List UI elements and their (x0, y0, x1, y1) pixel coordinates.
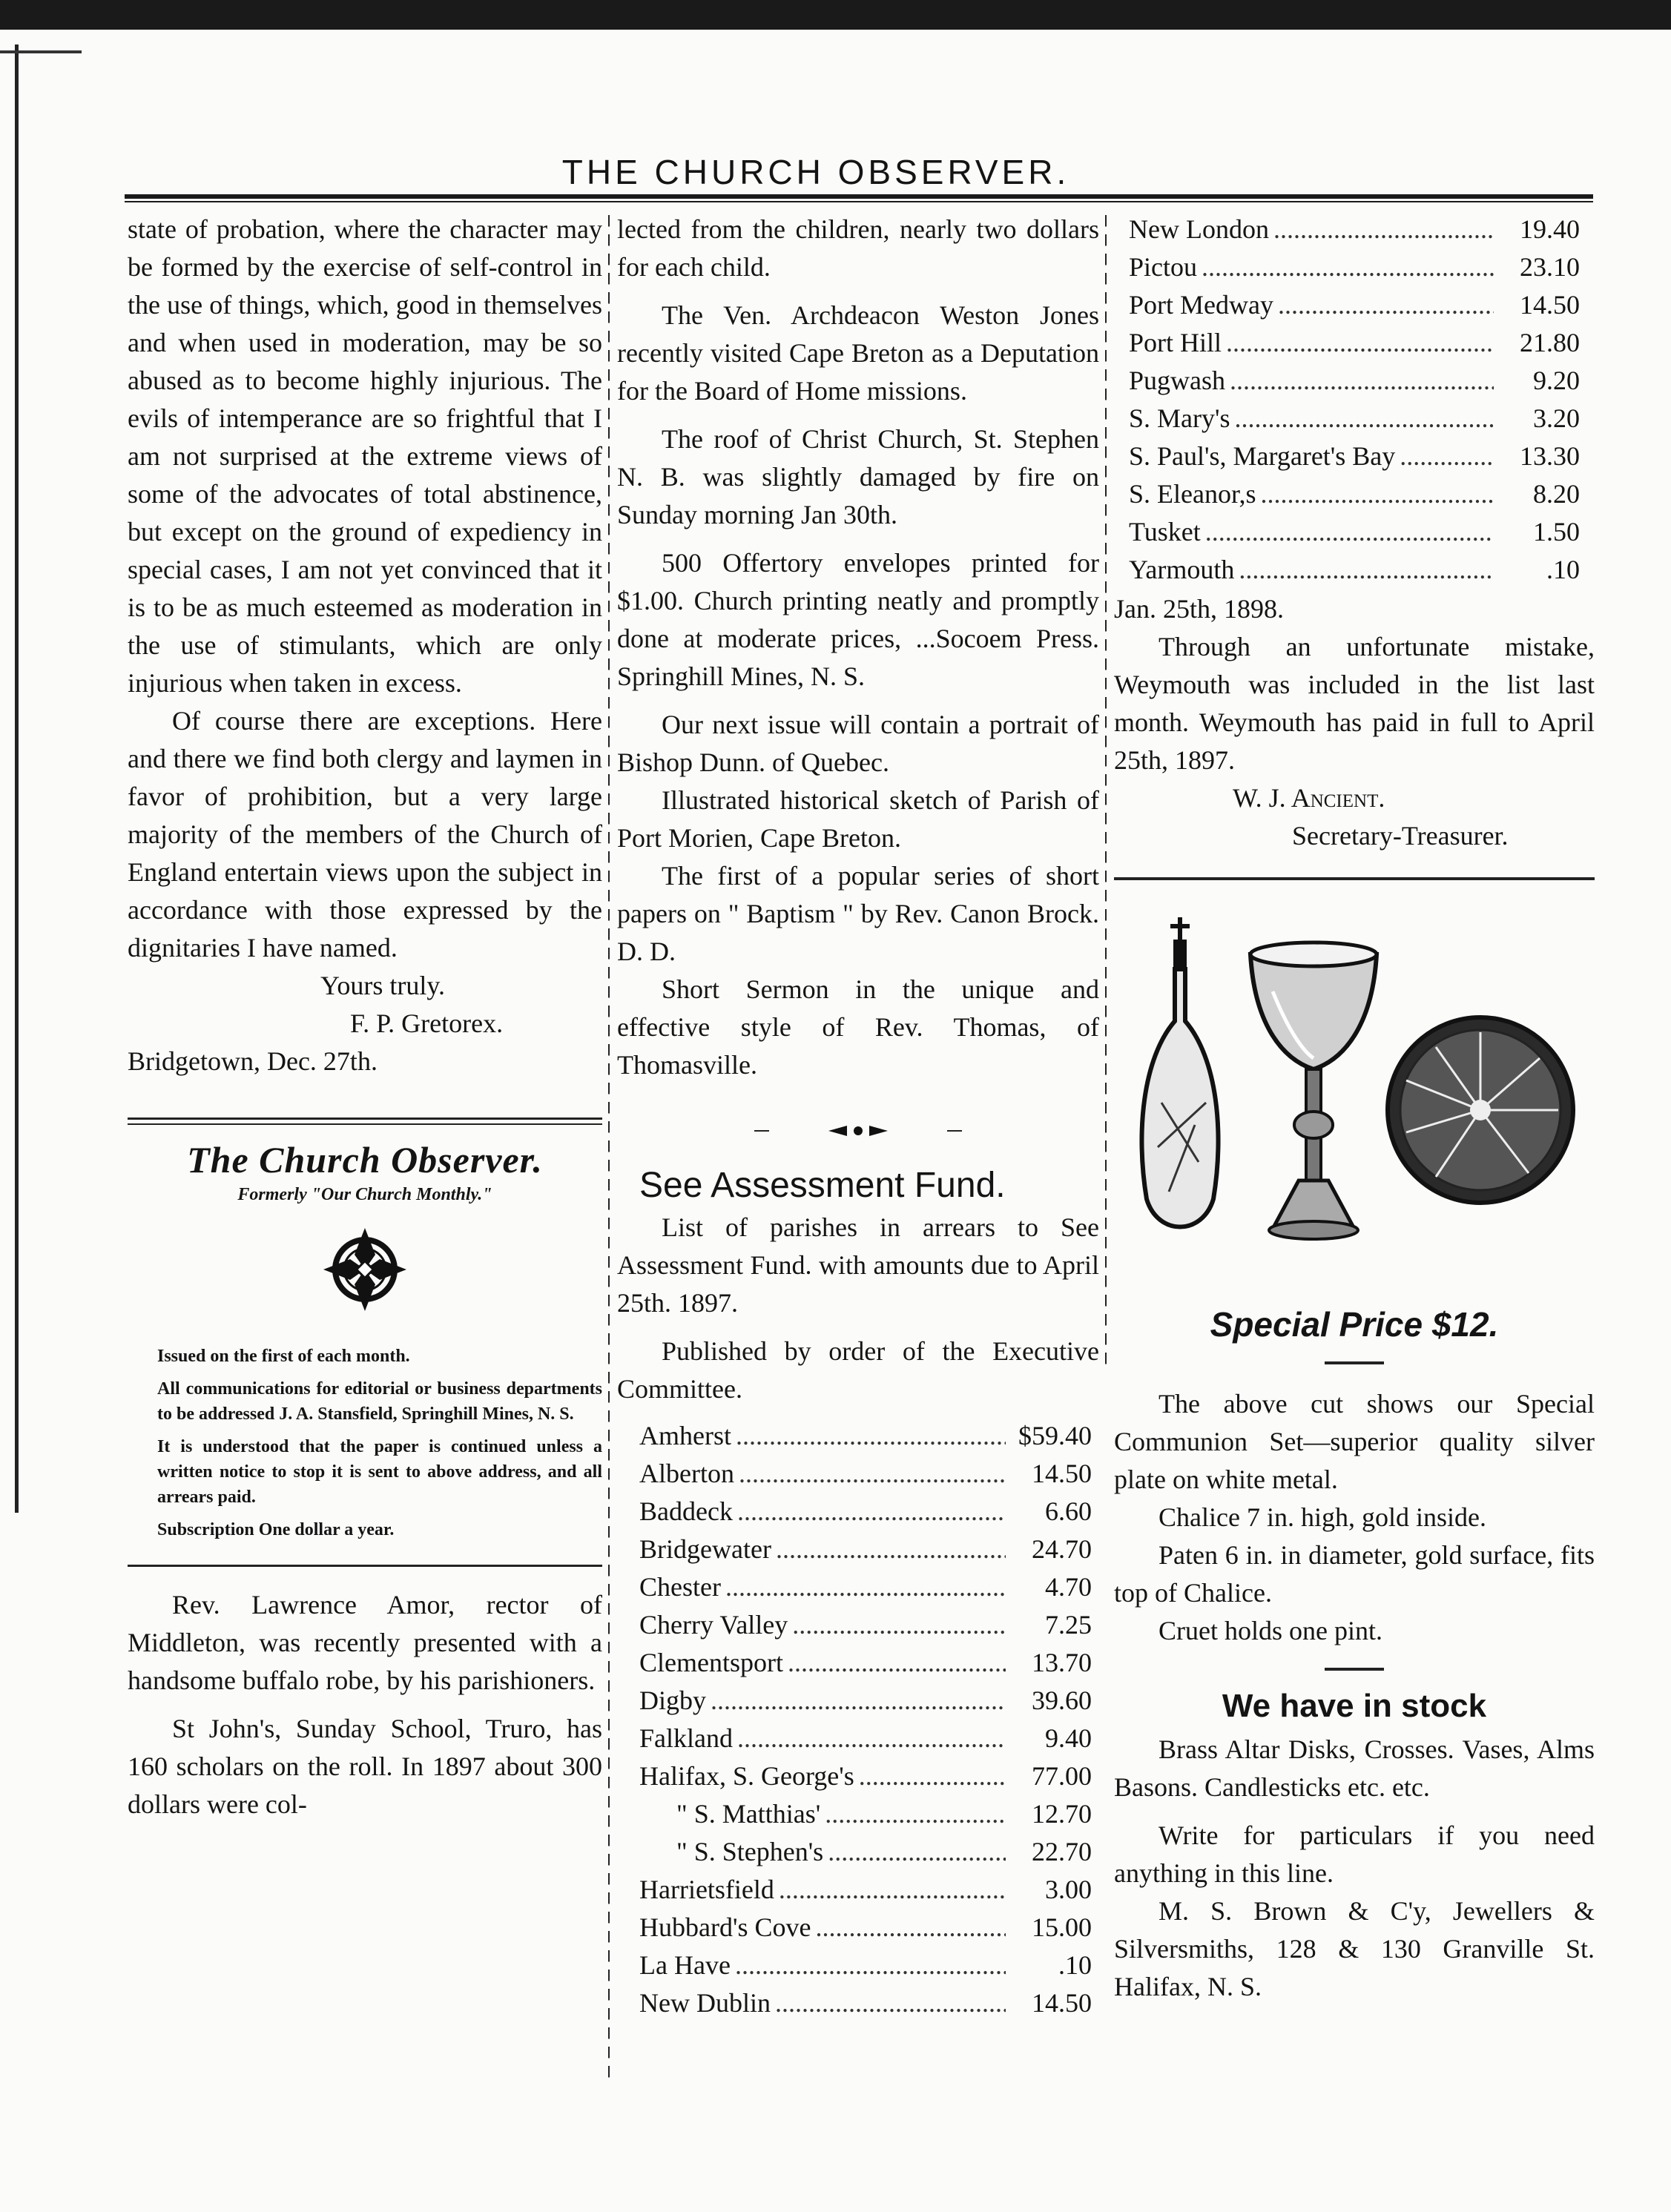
parish-name: Pugwash (1129, 366, 1226, 395)
parish-row (1129, 438, 1580, 475)
parish-row (639, 1833, 1092, 1871)
masthead-title: THE CHURCH OBSERVER. (561, 153, 1070, 191)
parish-row (639, 1947, 1092, 1984)
parish-row (639, 1644, 1092, 1682)
sermon-paragraph: Short Sermon in the unique and effective style of Rev. Thomas, of Thomasville. (617, 974, 1099, 1080)
parish-name: Digby (639, 1686, 706, 1715)
weston-paragraph: The Ven. Archdeacon Weston Jones recently visited Cape Breton as a Deputation for the Board of Home missions. (617, 300, 1099, 406)
parish-amount: 39.60 (1032, 1686, 1092, 1715)
parish-name: Baddeck (639, 1496, 733, 1526)
parish-amount: 7.25 (1045, 1610, 1092, 1640)
parish-name: Pictou (1129, 252, 1198, 282)
parish-row (1129, 551, 1580, 589)
parish-amount: 8.20 (1533, 479, 1580, 509)
leader-dots (788, 1644, 1006, 1682)
parish-row (1129, 400, 1580, 438)
leader-dots (735, 1947, 1006, 1984)
leader-dots (737, 1720, 1006, 1757)
parish-name: Clementsport (639, 1648, 783, 1677)
leader-dots (1230, 362, 1494, 400)
leader-dots (859, 1757, 1006, 1795)
box-title: The Church Observer. (187, 1139, 543, 1181)
parish-name: Amherst (639, 1421, 731, 1450)
paten-icon (1388, 1017, 1573, 1203)
parish-name: S. Eleanor,s (1129, 479, 1256, 509)
parish-name: S. Paul's, Margaret's Bay (1129, 441, 1396, 471)
roof-paragraph: The roof of Christ Church, St. Stephen N. B. was slightly damaged by fire on Sunday morning Jan 30th. (617, 424, 1099, 529)
box-subtitle: Formerly "Our Church Monthly." (237, 1185, 492, 1204)
amor-paragraph: Rev. Lawrence Amor, rector of Middleton, was recently presented with a handsome buffalo robe, by his parishioners. (128, 1590, 602, 1695)
parish-name: Chester (639, 1572, 721, 1602)
parish-row (1129, 324, 1580, 362)
parish-amount: 9.40 (1045, 1723, 1092, 1753)
parish-name: Alberton (639, 1459, 734, 1488)
box-rule-bottom (128, 1565, 602, 1567)
parish-row (639, 1568, 1092, 1606)
leader-dots (1278, 286, 1494, 324)
parish-name: Hubbard's Cove (639, 1912, 811, 1942)
leader-dots (736, 1417, 1006, 1455)
leader-dots (711, 1682, 1006, 1720)
parish-amount: 3.00 (1045, 1875, 1092, 1904)
column-2 (617, 211, 1099, 2022)
leader-dots (815, 1909, 1006, 1947)
parish-amount: 19.40 (1520, 214, 1580, 244)
cross-emblem-icon (128, 1225, 602, 1324)
parish-amount: $59.40 (1018, 1421, 1092, 1450)
leader-dots (1400, 438, 1494, 475)
parish-name: Port Medway (1129, 290, 1273, 320)
box-subscription: Subscription One dollar a year. (157, 1520, 395, 1539)
parish-row (639, 1757, 1092, 1795)
column-3 (1114, 211, 1595, 2006)
chalice-icon (1250, 942, 1377, 1239)
leader-dots (1235, 400, 1494, 438)
paten-paragraph: Paten 6 in. in diameter, gold surface, fits top of Chalice. (1114, 1540, 1595, 1608)
parish-amount: 1.50 (1533, 517, 1580, 547)
first-series-paragraph: The first of a popular series of short papers on " Baptism " by Rev. Canon Brock. D. D. (617, 861, 1099, 966)
parish-amount: 21.80 (1520, 328, 1580, 357)
column-1 (128, 211, 602, 1823)
leader-dots (779, 1871, 1006, 1909)
box-rule-top-thin (128, 1123, 602, 1125)
parish-amount: 14.50 (1520, 290, 1580, 320)
truro-continued: lected from the children, nearly two dollars for each child. (617, 214, 1099, 282)
parish-amount: 12.70 (1032, 1799, 1092, 1829)
parish-row (639, 1531, 1092, 1568)
parish-name: Cherry Valley (639, 1610, 788, 1640)
assessment-heading: See Assessment Fund. (639, 1166, 1006, 1205)
parish-name: S. Mary's (1129, 403, 1230, 433)
subscription-box (128, 1141, 602, 1542)
mistake-paragraph: Through an unfortunate mistake, Weymouth was included in the list last month. Weymouth has paid in full to April 25th, 1897. (1114, 632, 1595, 775)
illustrated-paragraph: Illustrated historical sketch of Parish of Port Morien, Cape Breton. (617, 785, 1099, 853)
parish-name: " S. Matthias' (676, 1799, 821, 1829)
parish-row (639, 1871, 1092, 1909)
parish-name: Yarmouth (1129, 555, 1235, 584)
parish-row (639, 1455, 1092, 1493)
letter-paragraph: state of probation, where the character may be formed by the exercise of self-control in the use of things, which, good in themselves and when used in moderation, may be so abused as to become highly injurious. The evils of intemperance are so frightful that I am not surprised at the extreme views of some of the advocates of total abstinence, but except on the ground of expediency in special cases, I am not yet convinced that it is to be as much esteemed as moderation in the use of stimulants, which are only injurious when taken in excess. (128, 214, 602, 698)
parish-row (639, 1417, 1092, 1455)
leader-dots (776, 1531, 1006, 1568)
leader-dots (775, 1984, 1006, 2022)
box-continued: It is understood that the paper is continued unless a written notice to stop it is sent to above address, and all arrears paid. (157, 1437, 602, 1507)
leader-dots (1239, 551, 1494, 589)
truro-paragraph: St John's, Sunday School, Truro, has 160 scholars on the roll. In 1897 about 300 dollars were col- (128, 1714, 602, 1819)
parish-amount: .10 (1546, 555, 1580, 584)
parish-name: New Dublin (639, 1988, 771, 2018)
masthead-rule-thin (125, 201, 1593, 202)
parish-amount: 13.30 (1520, 441, 1580, 471)
parish-amount: 6.60 (1045, 1496, 1092, 1526)
parish-list-1 (617, 1417, 1099, 2022)
parish-amount: 14.50 (1032, 1459, 1092, 1488)
parish-row (1129, 513, 1580, 551)
cruet-paragraph: Cruet holds one pint. (1159, 1616, 1382, 1645)
chalice-paragraph: Chalice 7 in. high, gold inside. (1159, 1502, 1486, 1532)
assessment-order: Published by order of the Executive Committee. (617, 1336, 1099, 1404)
parish-name: Halifax, S. George's (639, 1761, 854, 1791)
parish-amount: 14.50 (1032, 1988, 1092, 2018)
parish-row (639, 1682, 1092, 1720)
left-edge-line (15, 44, 19, 1513)
leader-dots (825, 1795, 1006, 1833)
parish-row (639, 1493, 1092, 1531)
parish-row (1129, 248, 1580, 286)
parish-name: Bridgewater (639, 1534, 771, 1564)
leader-dots (828, 1833, 1006, 1871)
parish-amount: 77.00 (1032, 1761, 1092, 1791)
leader-dots (725, 1568, 1006, 1606)
letter-signature: F. P. Gretorex. (350, 1008, 504, 1038)
signer-title: Secretary-Treasurer. (1292, 821, 1509, 851)
box-rule-top (128, 1117, 602, 1120)
parish-name: Port Hill (1129, 328, 1222, 357)
parish-row (1129, 286, 1580, 324)
cruet-icon (1141, 917, 1218, 1227)
letter-place-date: Bridgetown, Dec. 27th. (128, 1046, 378, 1076)
next-issue-paragraph: Our next issue will contain a portrait of Bishop Dunn. of Quebec. (617, 710, 1099, 777)
parish-row (639, 1720, 1092, 1757)
illustration-rule (1114, 877, 1595, 880)
leader-dots (1202, 248, 1494, 286)
leader-dots (1261, 475, 1494, 513)
parish-amount: 4.70 (1045, 1572, 1092, 1602)
box-communications: All communications for editorial or business departments to be addressed J. A. Stansfield, Springhill Mines, N. S. (157, 1379, 602, 1424)
box-issued: Issued on the first of each month. (157, 1347, 410, 1366)
parish-name: La Have (639, 1950, 731, 1980)
leader-dots (739, 1455, 1006, 1493)
parish-row (1129, 475, 1580, 513)
parish-amount: 23.10 (1520, 252, 1580, 282)
stock-heading: We have in stock (1222, 1688, 1487, 1724)
leader-dots (792, 1606, 1006, 1644)
signer-name: W. J. Ancient. (1233, 783, 1385, 813)
parish-name: Tusket (1129, 517, 1201, 547)
parish-amount: 9.20 (1533, 366, 1580, 395)
ornament-divider-icon (617, 1111, 1099, 1149)
assessment-intro: List of parishes in arrears to See Assessment Fund. with amounts due to April 25th. 1897. (617, 1212, 1099, 1318)
letter-closing: Yours truly. (320, 971, 446, 1000)
stock-paragraph: Brass Altar Disks, Crosses. Vases, Alms Basons. Candlesticks etc. etc. (1114, 1734, 1595, 1802)
special-price-heading: Special Price $12. (1210, 1305, 1499, 1344)
parish-row (639, 1795, 1092, 1833)
brown-paragraph: M. S. Brown & C'y, Jewellers & Silversmiths, 128 & 130 Granville St. Halifax, N. S. (1114, 1896, 1595, 2001)
leader-dots (1205, 513, 1494, 551)
leader-dots (1273, 211, 1494, 248)
stock-rule (1325, 1668, 1384, 1671)
parish-name: Falkland (639, 1723, 733, 1753)
parish-list-2 (1114, 211, 1595, 589)
parish-amount: 22.70 (1032, 1837, 1092, 1866)
communion-paragraph: The above cut shows our Special Communion Set—superior quality silver plate on white metal. (1114, 1389, 1595, 1494)
envelopes-paragraph: 500 Offertory envelopes printed for $1.00. Church printing neatly and promptly done at moderate prices, ...Socoem Press. Springhill Mines, N. S. (617, 548, 1099, 691)
parish-name: New London (1129, 214, 1269, 244)
top-border-gap (0, 30, 1671, 40)
top-border-bar (0, 0, 1671, 30)
column-divider-1 (608, 215, 610, 2084)
parish-amount: 24.70 (1032, 1534, 1092, 1564)
parish-row (639, 1909, 1092, 1947)
parish-amount: 13.70 (1032, 1648, 1092, 1677)
parish-amount: 15.00 (1032, 1912, 1092, 1942)
write-paragraph: Write for particulars if you need anything in this line. (1114, 1820, 1595, 1888)
communion-set-illustration (1114, 910, 1595, 1276)
masthead-rule-thick (125, 194, 1593, 199)
parish-amount: 3.20 (1533, 403, 1580, 433)
column-divider-2 (1105, 215, 1107, 1372)
leader-dots (737, 1493, 1006, 1531)
letter-paragraph-2: Of course there are exceptions. Here and there we find both clergy and laymen in favor of prohibition, but a very large majority of the members of the Church of England entertain views upon the subject in accordance with those expressed by the dignitaries I have named. (128, 706, 602, 963)
parish-row (1129, 362, 1580, 400)
parish-name: " S. Stephen's (676, 1837, 824, 1866)
parish-row (639, 1606, 1092, 1644)
left-edge-tick (0, 50, 82, 53)
parish-amount: .10 (1058, 1950, 1092, 1980)
parish-name: Harrietsfield (639, 1875, 774, 1904)
parish-row (639, 1984, 1092, 2022)
parish-row (1129, 211, 1580, 248)
list-date: Jan. 25th, 1898. (1114, 594, 1284, 624)
leader-dots (1226, 324, 1494, 362)
special-price-rule (1325, 1361, 1384, 1364)
